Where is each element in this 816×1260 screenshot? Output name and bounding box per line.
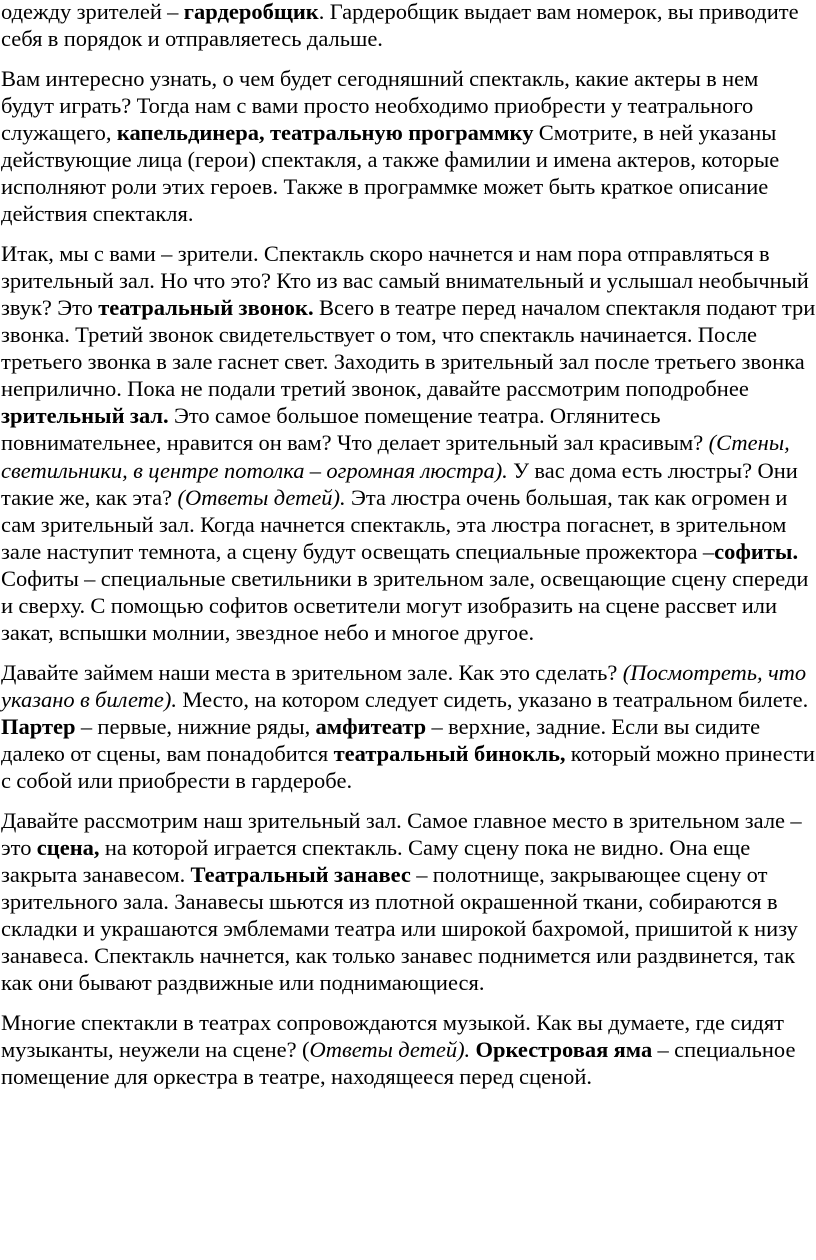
text-run: Смотрите, в ней указаны действующие лица (герои) спектакля, а также фамилии и имена актеров, которые исполняют роли этих героев. Также в программке может быть краткое описание действия спектакля. [1, 119, 780, 227]
text-run: Вам интересно узнать, о чем будет сегодняшний спектакль, какие актеры в нем будут играть? Тогда нам с вами просто необходимо приобрести у театрального служащего, [1, 65, 759, 145]
paragraph-stage-curtain [1, 807, 816, 997]
text-run: – специальное помещение для оркестра в театре, находящееся перед сценой. [1, 1036, 796, 1089]
bold-term: Партер [1, 713, 76, 739]
italic-remark: (Посмотреть, что указано в билете). [1, 659, 807, 712]
italic-remark: Ответы детей). [309, 1036, 471, 1062]
text-run: на которой играется спектакль. Саму сцену пока не видно. Она еще закрыта занавесом. [1, 834, 751, 887]
text-run: У вас дома есть люстры? Они такие же, как эта? [1, 457, 798, 510]
text-run: Софиты – специальные светильники в зрительном зале, освещающие сцену спереди и сверху. С помощью софитов осветители могут изобразить на сцене рассвет или закат, вспышки молнии, звездное небо и многое другое. [1, 565, 809, 646]
text-run: Многие спектакли в театрах сопровождаются музыкой. Как вы думаете, где сидят музыканты, неужели на сцене? ( [1, 1009, 785, 1062]
bold-term: театральный звонок. [98, 294, 314, 320]
paragraph-seats [1, 659, 816, 794]
text-run: – первые, нижние ряды, [75, 713, 316, 739]
bold-term: театральный бинокль, [333, 740, 566, 766]
italic-remark: (Ответы детей). [177, 484, 346, 510]
text-run: Давайте рассмотрим наш зрительный зал. Самое главное место в зрительном зале – это [1, 807, 802, 860]
text-run: – полотнище, закрывающее сцену от зрительного зала. Занавесы шьются из плотной окрашенной ткани, собираются в складки и украшаются эмблемами театра или широкой бахромой, пришитой к низу занавеса. Спектакль начнется, как только занавес поднимется или раздвинется, так как они бывают раздвижные или поднимающиеся. [1, 861, 798, 996]
text-run: который можно принести с собой или приобрести в гардеробе. [1, 740, 815, 794]
text-run: Всего в театре перед началом спектакля подают три звонка. Третий звонок свидетельствует о том, что спектакль начинается. После третьего звонка в зале гаснет свет. Заходить в зрительный зал после третьего звонка неприлично. Пока не подали третий звонок, давайте рассмотрим поподробнее [1, 294, 816, 402]
paragraph-orchestra-pit [1, 1009, 816, 1090]
bold-term: софиты. [714, 538, 799, 564]
text-run: Это самое большое помещение театра. Оглянитесь повнимательнее, нравится он вам? Что делает зрительный зал красивым? [1, 403, 709, 456]
bold-term: гардеробщик [183, 0, 319, 24]
text-run: – верхние, задние. Если вы сидите далеко от сцены, вам понадобится [1, 713, 761, 766]
bold-term: капельдинера, театральную программку [116, 119, 534, 145]
text-run: Итак, мы с вами – зрители. Спектакль скоро начнется и нам пора отправляться в зрительный зал. Но что это? Кто из вас самый внимательный и услышал необычный звук? Это [1, 240, 809, 320]
italic-remark: (Стены, светильники, в центре потолка – огромная люстра). [1, 430, 790, 483]
bold-term: амфитеатр [315, 713, 427, 739]
text-run: Место, на котором следует сидеть, указано в театральном билете. [177, 686, 809, 712]
text-run: Давайте займем наши места в зрительном зале. Как это сделать? [1, 659, 623, 685]
bold-term: зрительный зал. [1, 403, 169, 429]
text-run: одежду зрителей – [1, 0, 184, 24]
text-run: . Гардеробщик выдает вам номерок, вы приводите себя в порядок и отправляетесь дальше. [1, 0, 799, 52]
bold-term: Оркестровая яма [475, 1036, 653, 1062]
paragraph-cloakroom [1, 0, 816, 52]
text-run: Эта люстра очень большая, так как огромен и сам зрительный зал. Когда начнется спектакль, эта люстра погаснет, в зрительном зале наступит темнота, а сцену будут освещать специальные прожектора – [1, 484, 788, 564]
paragraph-hall [1, 240, 816, 646]
bold-term: Театральный занавес [190, 861, 411, 887]
paragraph-program [1, 65, 816, 228]
bold-term: сцена, [36, 834, 100, 860]
